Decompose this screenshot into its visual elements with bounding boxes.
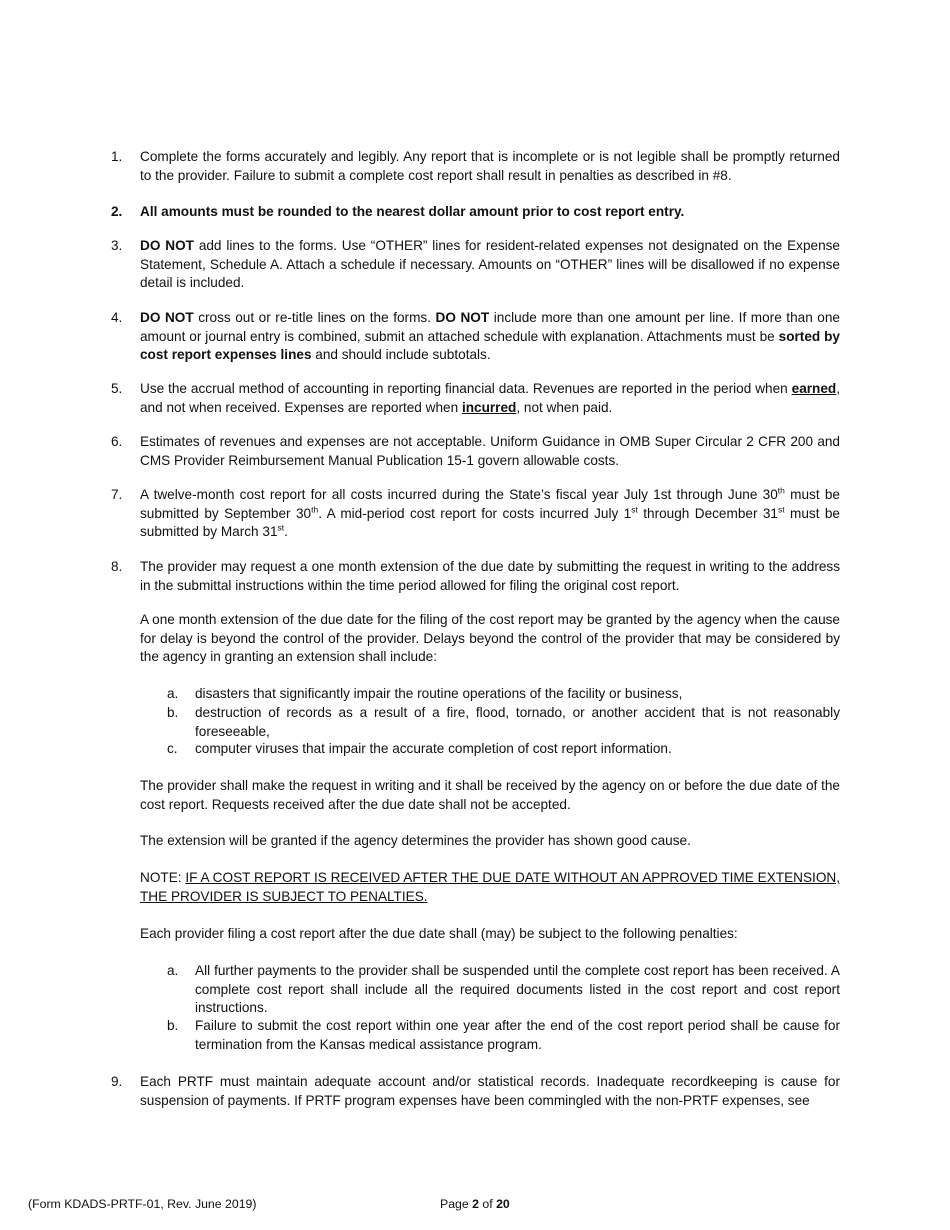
item-number: 5. bbox=[111, 381, 123, 396]
delay-item-a bbox=[167, 685, 840, 704]
do-not-emphasis: DO NOT bbox=[435, 310, 490, 325]
item-number: 2. bbox=[111, 204, 123, 219]
instruction-6 bbox=[111, 433, 840, 470]
item-text: add lines to the forms. Use “OTHER” lines for resident-related expenses not designated on the Expense Statement, Schedule A. Attach a schedule if necessary. Amounts on “OTHER” lines will be disallowed if no expense detail is included. bbox=[140, 238, 840, 291]
item-text: cross out or re-title lines on the forms. bbox=[193, 310, 436, 325]
instruction-2 bbox=[111, 203, 840, 222]
item-text: Failure to submit the cost report within one year after the end of the cost report period shall be cause for termination from the Kansas medical assistance program. bbox=[195, 1018, 840, 1052]
granted-paragraph: The extension will be granted if the agency determines the provider has shown good cause. bbox=[140, 833, 691, 848]
ordinal-suffix: st bbox=[631, 504, 638, 515]
earned-emphasis: earned bbox=[791, 381, 837, 396]
item-number: 3. bbox=[111, 238, 123, 253]
extension-paragraph: A one month extension of the due date for the filing of the cost report may be granted by the agency when the cause for delay is beyond the control of the provider. Delays beyond the control of the provider that may be considered by the agency in granting an extension shall include: bbox=[140, 612, 840, 665]
item-text: A twelve-month cost report for all costs incurred during the State’s fiscal year July 1st through June 30 bbox=[140, 487, 778, 502]
instruction-9 bbox=[111, 1073, 840, 1110]
item-text: , and not when received. Expenses are reported when bbox=[140, 381, 840, 415]
current-page: 2 bbox=[472, 1197, 479, 1211]
item-text: Each PRTF must maintain adequate account and/or statistical records. Inadequate recordkeeping is cause for suspension of payments. If PRTF program expenses have been commingled with the non-PRTF expenses, see bbox=[140, 1074, 840, 1108]
item-number: 9. bbox=[111, 1074, 123, 1089]
item-text: All amounts must be rounded to the nearest dollar amount prior to cost report entry. bbox=[140, 204, 685, 219]
page-of: of bbox=[478, 1197, 497, 1211]
item-text: Estimates of revenues and expenses are not acceptable. Uniform Guidance in OMB Super Circular 2 CFR 200 and CMS Provider Reimbursement Manual Publication 15-1 govern allowable costs. bbox=[140, 434, 840, 468]
item-letter: b. bbox=[167, 1018, 179, 1033]
sorted-emphasis: sorted by cost report expenses lines bbox=[140, 328, 840, 363]
instruction-3 bbox=[111, 237, 840, 293]
do-not-emphasis: DO NOT bbox=[140, 238, 194, 253]
item-letter: c. bbox=[167, 741, 178, 756]
item-text: disasters that significantly impair the routine operations of the facility or business, bbox=[195, 686, 683, 701]
item-text: computer viruses that impair the accurate completion of cost report information. bbox=[195, 741, 672, 756]
penalty-note bbox=[140, 869, 840, 906]
penalties-intro: Each provider filing a cost report after the due date shall (may) be subject to the following penalties: bbox=[140, 926, 738, 941]
item-text: and should include subtotals. bbox=[311, 347, 491, 363]
incurred-emphasis: incurred bbox=[461, 399, 517, 415]
item-text: All further payments to the provider shall be suspended until the complete cost report has been received. A complete cost report shall include all the required documents listed in the cost report and cost report instructions. bbox=[195, 963, 840, 1016]
instruction-8 bbox=[111, 558, 840, 595]
item-text: Complete the forms accurately and legibly. Any report that is incomplete or is not legible shall be promptly returned to the provider. Failure to submit a complete cost report shall result in penalties as described in #8. bbox=[140, 149, 840, 183]
item-number: 1. bbox=[111, 149, 123, 164]
item-text: must be submitted by September 30 bbox=[140, 487, 840, 521]
item-text: , not when paid. bbox=[516, 399, 613, 415]
instruction-5 bbox=[111, 380, 840, 417]
ordinal-suffix: st bbox=[277, 522, 285, 533]
item-letter: b. bbox=[167, 705, 179, 720]
ordinal-suffix: st bbox=[777, 504, 785, 515]
instruction-1 bbox=[111, 148, 840, 185]
instruction-7 bbox=[111, 486, 840, 542]
form-id: (Form KDADS-PRTF-01, Rev. June 2019) bbox=[28, 1197, 257, 1211]
item-letter: a. bbox=[167, 963, 179, 978]
delay-item-b bbox=[167, 704, 840, 741]
item-text: include more than one amount per line. If more than one amount or journal entry is combined, submit an attached schedule with explanation. Attachments must be bbox=[140, 310, 840, 344]
item-number: 4. bbox=[111, 310, 123, 325]
page-number bbox=[440, 1195, 510, 1214]
item-number: 8. bbox=[111, 559, 123, 574]
item-text: must be submitted by March 31 bbox=[140, 505, 840, 540]
delay-item-c bbox=[167, 740, 840, 759]
ordinal-suffix: th bbox=[777, 485, 785, 496]
note-label: NOTE: bbox=[140, 870, 186, 885]
instruction-4 bbox=[111, 309, 840, 365]
item-text: through December 31 bbox=[637, 505, 778, 521]
item-letter: a. bbox=[167, 686, 179, 701]
item-number: 6. bbox=[111, 434, 123, 449]
penalty-item-a bbox=[167, 962, 840, 1018]
item-number: 7. bbox=[111, 487, 123, 502]
penalty-item-b bbox=[167, 1017, 840, 1054]
item-text: destruction of records as a result of a fire, flood, tornado, or another accident that is not reasonably foreseeable, bbox=[195, 705, 840, 739]
item-text: . A mid-period cost report for costs incurred July 1 bbox=[318, 505, 632, 521]
note-text: IF A COST REPORT IS RECEIVED AFTER THE DUE DATE WITHOUT AN APPROVED TIME EXTENSION, THE PROVIDER IS SUBJECT TO PENALTIES. bbox=[140, 870, 840, 904]
ordinal-suffix: th bbox=[311, 504, 319, 515]
do-not-emphasis: DO NOT bbox=[140, 310, 194, 325]
item-text: . bbox=[284, 524, 288, 540]
item-text: Use the accrual method of accounting in reporting financial data. Revenues are reported in the period when bbox=[140, 381, 792, 396]
page-prefix: Page bbox=[440, 1197, 473, 1211]
item-text: The provider may request a one month extension of the due date by submitting the request in writing to the address in the submittal instructions within the time period allowed for filing the original cost report. bbox=[140, 559, 840, 593]
total-pages: 20 bbox=[496, 1197, 510, 1211]
request-paragraph: The provider shall make the request in writing and it shall be received by the agency on or before the due date of the cost report. Requests received after the due date shall not be accepted. bbox=[140, 778, 840, 812]
